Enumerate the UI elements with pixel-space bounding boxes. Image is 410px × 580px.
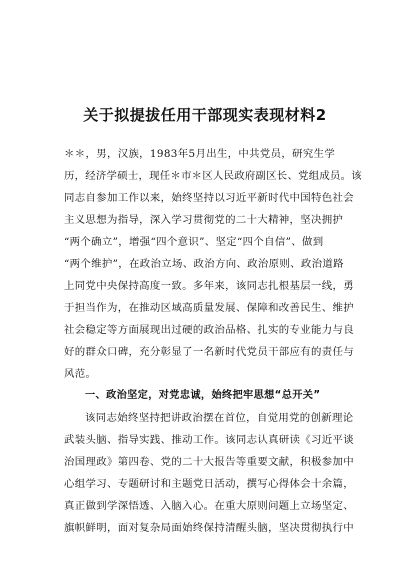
paragraph-line: 同志自参加工作以来，始终坚持以习近平新时代中国特色社会 — [64, 192, 354, 204]
paragraph-line: 好的群众口碑，充分彰显了一名新时代党员干部应有的责任与 — [64, 346, 354, 358]
paragraph-line: 风范。 — [64, 368, 97, 380]
paragraph-line: “两个维护”，在政治立场、政治方向、政治原则、政治道路 — [64, 258, 344, 270]
paragraph-line: 治国理政》第四卷、党的二十大报告等重要文献，积极参加中 — [64, 456, 354, 468]
paragraph-line: 社会稳定等方面展现出过硬的政治品格、扎实的专业能力与良 — [64, 324, 354, 336]
paragraph-line: 该同志始终坚持把讲政治摆在首位，自觉用党的创新理论 — [85, 412, 354, 424]
paragraph-line: ＊＊，男，汉族，1983年5月出生，中共党员，研究生学 — [64, 148, 336, 160]
paragraph-line: 历，经济学硕士，现任＊市＊区人民政府副区长、党组成员。该 — [64, 170, 362, 182]
document-title: 关于拟提拔任用干部现实表现材料2 — [83, 106, 327, 124]
paragraph-line: 旗帜鲜明，面对复杂局面始终保持清醒头脑，坚决贯彻执行中 — [64, 522, 354, 534]
paragraph-line: 心组学习、专题研讨和主题党日活动，撰写心得体会十余篇， — [64, 478, 354, 490]
paragraph-line: 真正做到学深悟透、入脑入心。在重大原则问题上立场坚定、 — [64, 500, 354, 512]
paragraph-line: 武装头脑、指导实践、推动工作。该同志认真研读《习近平谈 — [64, 434, 354, 446]
section-heading: 一、政治坚定，对党忠诚，始终把牢思想“总开关” — [85, 390, 321, 401]
paragraph-line: “两个确立”，增强“四个意识”、坚定“四个自信”、做到 — [64, 236, 324, 248]
paragraph-line: 主义思想为指导，深入学习贯彻党的二十大精神，坚决拥护 — [64, 214, 344, 226]
paragraph-line: 于担当作为，在推动区域高质量发展、保障和改善民生、维护 — [64, 302, 354, 314]
paragraph-line: 上同党中央保持高度一致。多年来，该同志扎根基层一线，勇 — [64, 280, 354, 292]
